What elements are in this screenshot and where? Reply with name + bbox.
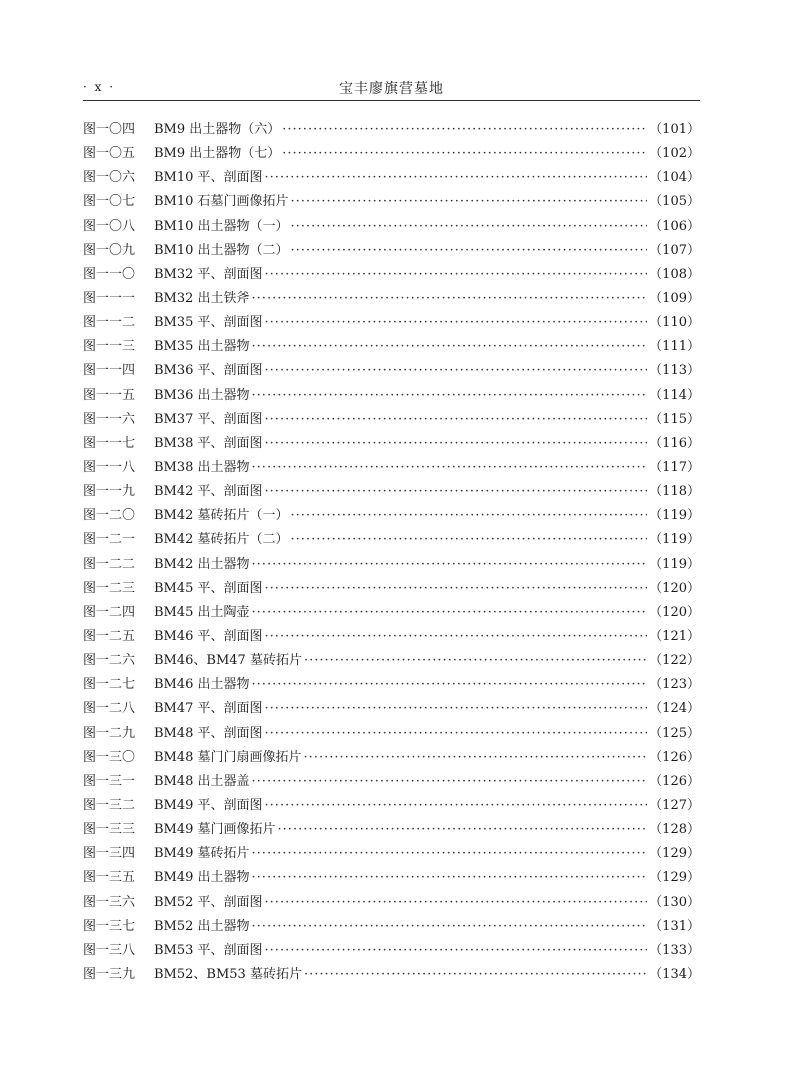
dot-leader [282, 122, 647, 137]
page-reference: （110） [649, 315, 700, 331]
figure-title: BM10 出土器物（一） [154, 218, 289, 234]
figure-number: 图一二五 [83, 628, 136, 644]
book-title: 宝丰廖旗营墓地 [339, 81, 444, 97]
figure-number: 图一三二 [83, 797, 136, 813]
page-reference: （102） [649, 146, 700, 162]
toc-entry [83, 142, 700, 166]
figure-number: 图一一三 [83, 339, 136, 355]
dot-leader [252, 846, 648, 861]
toc-entry [83, 166, 700, 190]
figure-number: 图一一二 [83, 315, 136, 331]
dot-leader [265, 629, 648, 644]
dot-leader [265, 895, 648, 910]
figure-number: 图一二四 [83, 604, 136, 620]
figure-title: BM47 平、剖面图 [154, 701, 263, 717]
figure-title: BM46 出土器物 [154, 677, 250, 693]
dot-leader [252, 460, 648, 475]
figure-number: 图一二六 [83, 653, 136, 669]
page-reference: （120） [649, 604, 700, 620]
figure-list [83, 118, 700, 987]
toc-entry [83, 263, 700, 287]
toc-entry [83, 577, 700, 601]
toc-entry [83, 311, 700, 335]
toc-entry [83, 504, 700, 528]
toc-entry [83, 722, 700, 746]
toc-entry [83, 625, 700, 649]
page-reference: （121） [649, 628, 700, 644]
toc-entry [83, 746, 700, 770]
toc-entry [83, 915, 700, 939]
page-reference: （125） [649, 725, 700, 741]
toc-entry [83, 891, 700, 915]
figure-number: 图一一八 [83, 459, 136, 475]
page-reference: （128） [649, 822, 700, 838]
toc-entry [83, 408, 700, 432]
toc-entry [83, 480, 700, 504]
page-reference: （106） [649, 218, 700, 234]
page-reference: （105） [649, 194, 700, 210]
figure-title: BM52 出土器物 [154, 918, 250, 934]
figure-number: 图一三九 [83, 966, 136, 982]
header-rule [83, 100, 700, 101]
toc-entry [83, 649, 700, 673]
page-reference: （129） [649, 846, 700, 862]
figure-number: 图一二八 [83, 701, 136, 717]
figure-number: 图一一一 [83, 290, 136, 306]
figure-title: BM48 出土器盖 [154, 773, 250, 789]
figure-title: BM9 出土器物（七） [154, 146, 281, 162]
toc-entry [83, 215, 700, 239]
figure-title: BM49 平、剖面图 [154, 797, 263, 813]
dot-leader [291, 508, 648, 523]
figure-title: BM42 出土器物 [154, 556, 250, 572]
figure-title: BM42 墓砖拓片（一） [154, 508, 289, 524]
page-reference: （134） [649, 966, 700, 982]
figure-number: 图一三三 [83, 822, 136, 838]
toc-entry [83, 359, 700, 383]
figure-number: 图一二一 [83, 532, 136, 548]
figure-number: 图一二三 [83, 580, 136, 596]
toc-entry [83, 553, 700, 577]
toc-entry [83, 963, 700, 987]
dot-leader [304, 653, 647, 668]
figure-title: BM10 平、剖面图 [154, 170, 263, 186]
page-reference: （118） [649, 484, 700, 500]
figure-number: 图一一五 [83, 387, 136, 403]
toc-entry [83, 287, 700, 311]
figure-title: BM35 出土器物 [154, 339, 250, 355]
figure-number: 图一三〇 [83, 749, 136, 765]
dot-leader [291, 532, 648, 547]
figure-number: 图一二〇 [83, 508, 136, 524]
figure-number: 图一〇八 [83, 218, 136, 234]
toc-entry [83, 842, 700, 866]
page-reference: （109） [649, 290, 700, 306]
page-reference: （133） [649, 942, 700, 958]
figure-title: BM48 平、剖面图 [154, 725, 263, 741]
toc-entry [83, 239, 700, 263]
page-reference: （119） [649, 508, 700, 524]
toc-entry [83, 794, 700, 818]
figure-title: BM46 平、剖面图 [154, 628, 263, 644]
dot-leader [265, 412, 648, 427]
dot-leader [252, 677, 648, 692]
dot-leader [265, 726, 648, 741]
figure-title: BM46、BM47 墓砖拓片 [154, 653, 302, 669]
page-reference: （101） [649, 122, 700, 137]
dot-leader [265, 436, 648, 451]
page-reference: （117） [649, 459, 700, 475]
toc-entry [83, 939, 700, 963]
page-reference: （104） [649, 170, 700, 186]
dot-leader [252, 388, 648, 403]
dot-leader [265, 315, 648, 330]
figure-title: BM49 墓门画像拓片 [154, 822, 276, 838]
dot-leader [252, 919, 648, 934]
figure-number: 图一三四 [83, 846, 136, 862]
dot-leader [265, 170, 648, 185]
page-reference: （119） [649, 532, 700, 548]
toc-entry [83, 190, 700, 214]
figure-number: 图一三五 [83, 870, 136, 886]
toc-entry [83, 601, 700, 625]
page-reference: （108） [649, 266, 700, 282]
page-reference: （130） [649, 894, 700, 910]
dot-leader [265, 581, 648, 596]
figure-title: BM49 出土器物 [154, 870, 250, 886]
page-reference: （129） [649, 870, 700, 886]
page-reference: （126） [649, 749, 700, 765]
figure-title: BM42 平、剖面图 [154, 484, 263, 500]
page-reference: （116） [649, 435, 700, 451]
figure-number: 图一一〇 [83, 266, 136, 282]
figure-number: 图一二二 [83, 556, 136, 572]
dot-leader [252, 557, 648, 572]
toc-entry [83, 528, 700, 552]
toc-entry [83, 770, 700, 794]
dot-leader [282, 146, 647, 161]
dot-leader [291, 219, 648, 234]
page-reference: （126） [649, 773, 700, 789]
page-number: · x · [83, 80, 116, 94]
figure-title: BM38 平、剖面图 [154, 435, 263, 451]
dot-leader [252, 291, 648, 306]
dot-leader [252, 339, 648, 354]
dot-leader [304, 967, 647, 982]
figure-title: BM36 出土器物 [154, 387, 250, 403]
dot-leader [265, 701, 648, 716]
page-reference: （131） [649, 918, 700, 934]
figure-title: BM32 平、剖面图 [154, 266, 263, 282]
figure-number: 图一〇九 [83, 242, 136, 258]
figure-number: 图一三一 [83, 773, 136, 789]
figure-number: 图一〇四 [83, 122, 136, 137]
page-reference: （123） [649, 677, 700, 693]
figure-title: BM9 出土器物（六） [154, 122, 281, 137]
figure-number: 图一一九 [83, 484, 136, 500]
page-reference: （120） [649, 580, 700, 596]
figure-title: BM37 平、剖面图 [154, 411, 263, 427]
toc-entry [83, 456, 700, 480]
figure-title: BM10 石墓门画像拓片 [154, 194, 289, 210]
dot-leader [304, 750, 648, 765]
figure-number: 图一〇六 [83, 170, 136, 186]
dot-leader [291, 243, 648, 258]
figure-title: BM52、BM53 墓砖拓片 [154, 966, 302, 982]
toc-entry [83, 384, 700, 408]
dot-leader [252, 774, 648, 789]
figure-number: 图一一四 [83, 363, 136, 379]
page-header [83, 78, 700, 100]
page-reference: （127） [649, 797, 700, 813]
toc-entry [83, 818, 700, 842]
toc-entry [83, 432, 700, 456]
dot-leader [252, 605, 648, 620]
dot-leader [278, 822, 648, 837]
figure-title: BM45 出土陶壶 [154, 604, 250, 620]
page-reference: （114） [649, 387, 700, 403]
toc-entry [83, 335, 700, 359]
page-reference: （111） [649, 339, 700, 355]
figure-number: 图一三六 [83, 894, 136, 910]
figure-number: 图一二七 [83, 677, 136, 693]
figure-number: 图一二九 [83, 725, 136, 741]
toc-entry [83, 866, 700, 890]
toc-entry [83, 673, 700, 697]
figure-number: 图一三七 [83, 918, 136, 934]
page-reference: （115） [649, 411, 700, 427]
figure-number: 图一三八 [83, 942, 136, 958]
figure-title: BM10 出土器物（二） [154, 242, 289, 258]
figure-number: 图一一七 [83, 435, 136, 451]
figure-title: BM38 出土器物 [154, 459, 250, 475]
figure-title: BM49 墓砖拓片 [154, 846, 250, 862]
figure-number: 图一一六 [83, 411, 136, 427]
page-reference: （113） [649, 363, 700, 379]
dot-leader [291, 194, 648, 209]
page-reference: （119） [649, 556, 700, 572]
toc-entry [83, 697, 700, 721]
dot-leader [265, 363, 648, 378]
page-reference: （107） [649, 242, 700, 258]
figure-title: BM36 平、剖面图 [154, 363, 263, 379]
figure-number: 图一〇七 [83, 194, 136, 210]
page-reference: （122） [649, 653, 700, 669]
dot-leader [252, 870, 648, 885]
dot-leader [265, 267, 648, 282]
figure-title: BM48 墓门门扇画像拓片 [154, 749, 302, 765]
figure-number: 图一〇五 [83, 146, 136, 162]
dot-leader [265, 484, 648, 499]
dot-leader [265, 798, 648, 813]
figure-title: BM53 平、剖面图 [154, 942, 263, 958]
figure-title: BM52 平、剖面图 [154, 894, 263, 910]
figure-title: BM35 平、剖面图 [154, 315, 263, 331]
page-reference: （124） [649, 701, 700, 717]
toc-entry [83, 118, 700, 142]
dot-leader [265, 943, 648, 958]
figure-title: BM32 出土铁斧 [154, 290, 250, 306]
figure-title: BM45 平、剖面图 [154, 580, 263, 596]
figure-title: BM42 墓砖拓片（二） [154, 532, 289, 548]
